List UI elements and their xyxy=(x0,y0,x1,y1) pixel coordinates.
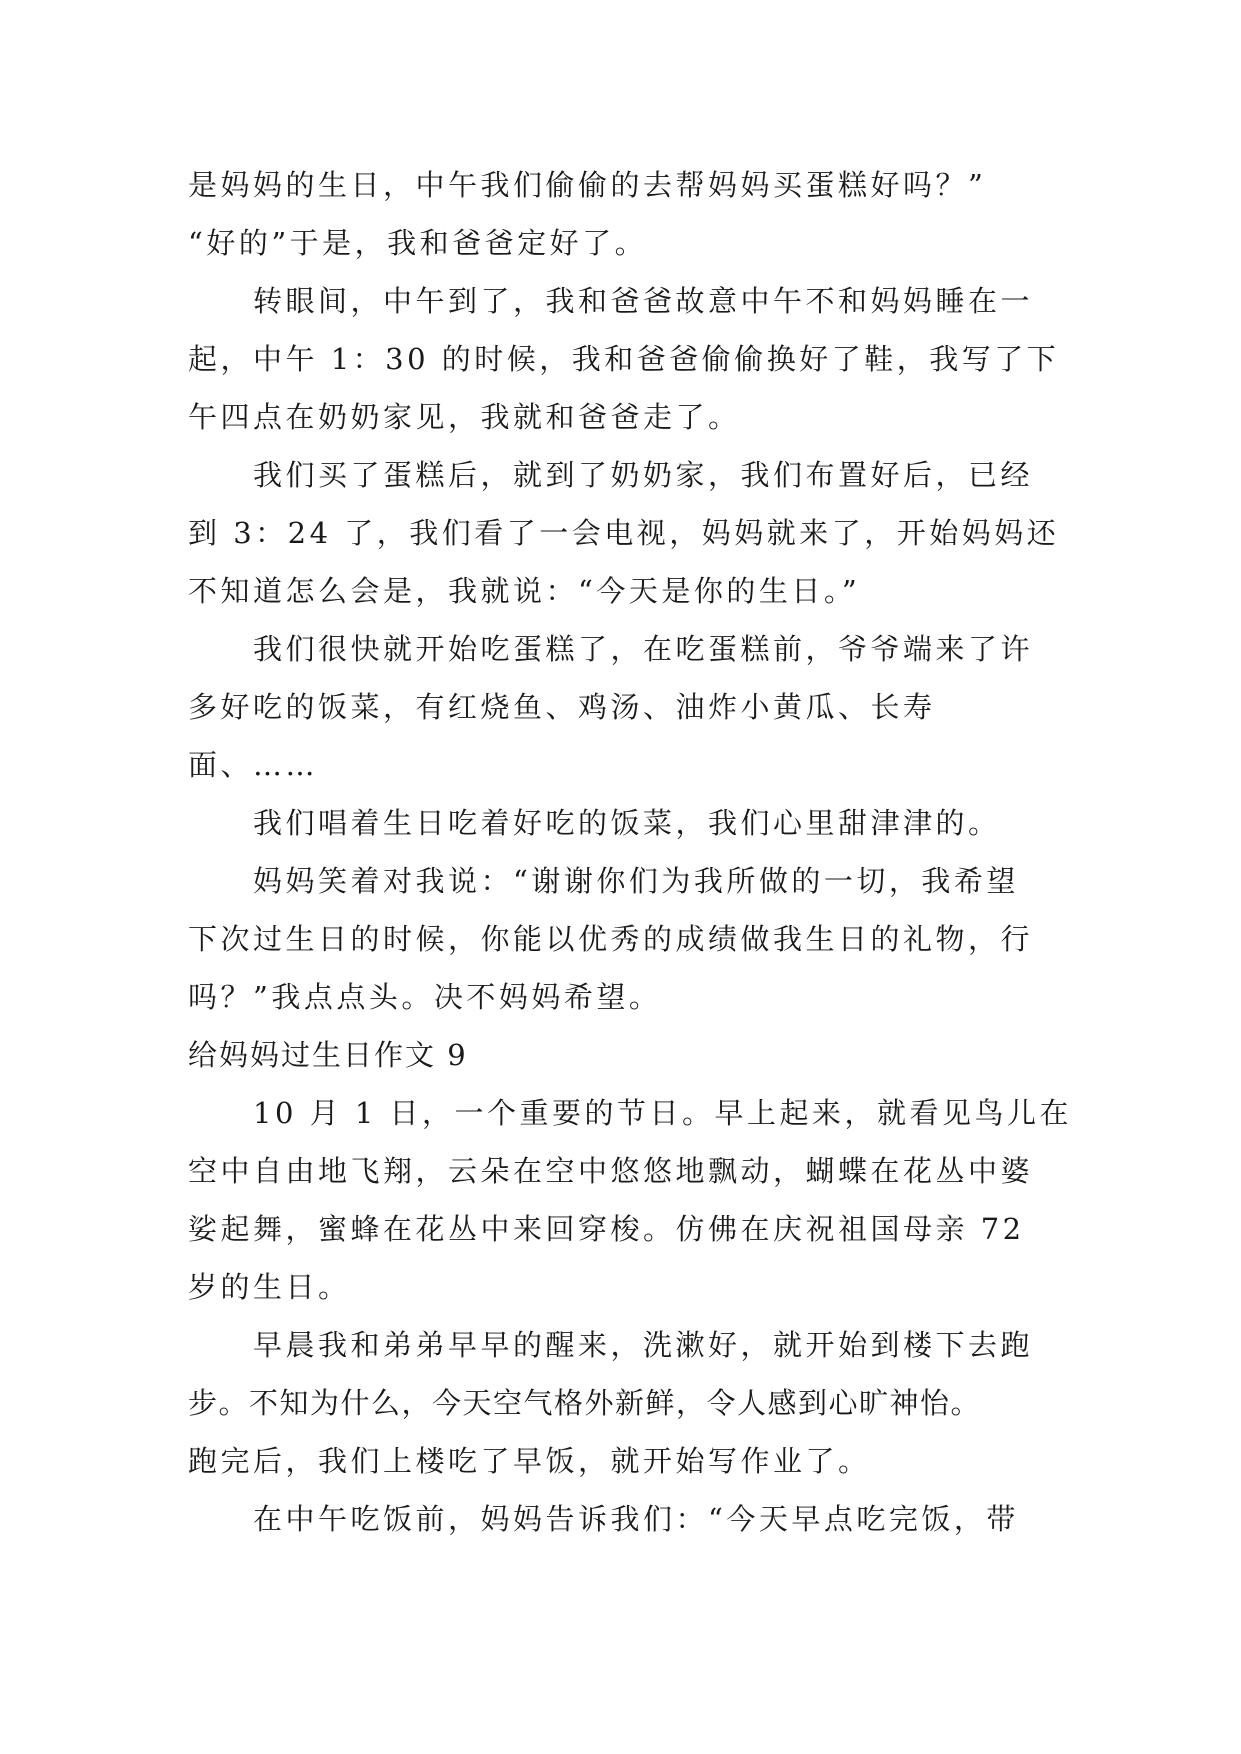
paragraph-6 xyxy=(188,852,1056,1026)
text-line: “好的”于是，我和爸爸定好了。 xyxy=(188,226,648,260)
paragraph-1 xyxy=(188,156,1056,272)
text-line: 午四点在奶奶家见，我就和爸爸走了。 xyxy=(188,400,741,434)
paragraph-7 xyxy=(188,1084,1073,1316)
document-page xyxy=(188,156,1073,1548)
text-line: 我们很快就开始吃蛋糕了，在吃蛋糕前，爷爷端来了许 xyxy=(253,632,1034,666)
text-line: 多好吃的饭菜，有红烧鱼、鸡汤、油炸小黄瓜、长寿 xyxy=(188,690,936,724)
text-line: 妈妈笑着对我说：“谢谢你们为我所做的一切，我希望 xyxy=(253,864,1019,898)
text-line: 岁的生日。 xyxy=(188,1270,351,1304)
text-line: 下次过生日的时候，你能以优秀的成绩做我生日的礼物，行 xyxy=(188,922,1034,956)
paragraph-5 xyxy=(188,794,1056,852)
text-line: 我们买了蛋糕后，就到了奶奶家，我们布置好后，已经 xyxy=(253,458,1034,492)
text-line: 跑完后，我们上楼吃了早饭，就开始写作业了。 xyxy=(188,1444,871,1478)
text-line: 是妈妈的生日，中午我们偷偷的去帮妈妈买蛋糕好吗？” xyxy=(188,168,987,202)
text-line: 转眼间，中午到了，我和爸爸故意中午不和妈妈睡在一 xyxy=(253,284,1034,318)
text-line: 面、…… xyxy=(188,748,319,782)
text-line: 10 月 1 日，一个重要的节日。早上起来，就看见鸟儿在 xyxy=(253,1096,1073,1130)
paragraph-2 xyxy=(188,272,1060,446)
section-heading: 给妈妈过生日作文 9 xyxy=(188,1038,468,1072)
paragraph-4 xyxy=(188,620,1056,794)
text-line: 早晨我和弟弟早早的醒来，洗漱好，就开始到楼下去跑 xyxy=(253,1328,1034,1362)
paragraph-9 xyxy=(188,1490,1056,1548)
paragraph-3 xyxy=(188,446,1060,620)
text-line: 在中午吃饭前，妈妈告诉我们：“今天早点吃完饭，带 xyxy=(253,1502,1019,1536)
text-line: 起，中午 1：30 的时候，我和爸爸偷偷换好了鞋，我写了下 xyxy=(188,342,1060,376)
paragraph-8 xyxy=(188,1316,1056,1490)
text-line: 娑起舞，蜜蜂在花丛中来回穿梭。仿佛在庆祝祖国母亲 72 xyxy=(188,1212,1025,1246)
text-line: 不知道怎么会是，我就说：“今天是你的生日。” xyxy=(188,574,861,608)
text-line: 到 3：24 了，我们看了一会电视，妈妈就来了，开始妈妈还 xyxy=(188,516,1060,550)
text-line: 我们唱着生日吃着好吃的饭菜，我们心里甜津津的。 xyxy=(253,806,1001,840)
text-line: 吗？”我点点头。决不妈妈希望。 xyxy=(188,980,662,1014)
text-line: 步。不知为什么，今天空气格外新鲜，令人感到心旷神怡。 xyxy=(188,1386,982,1420)
text-line: 空中自由地飞翔，云朵在空中悠悠地飘动，蝴蝶在花丛中婆 xyxy=(188,1154,1034,1188)
